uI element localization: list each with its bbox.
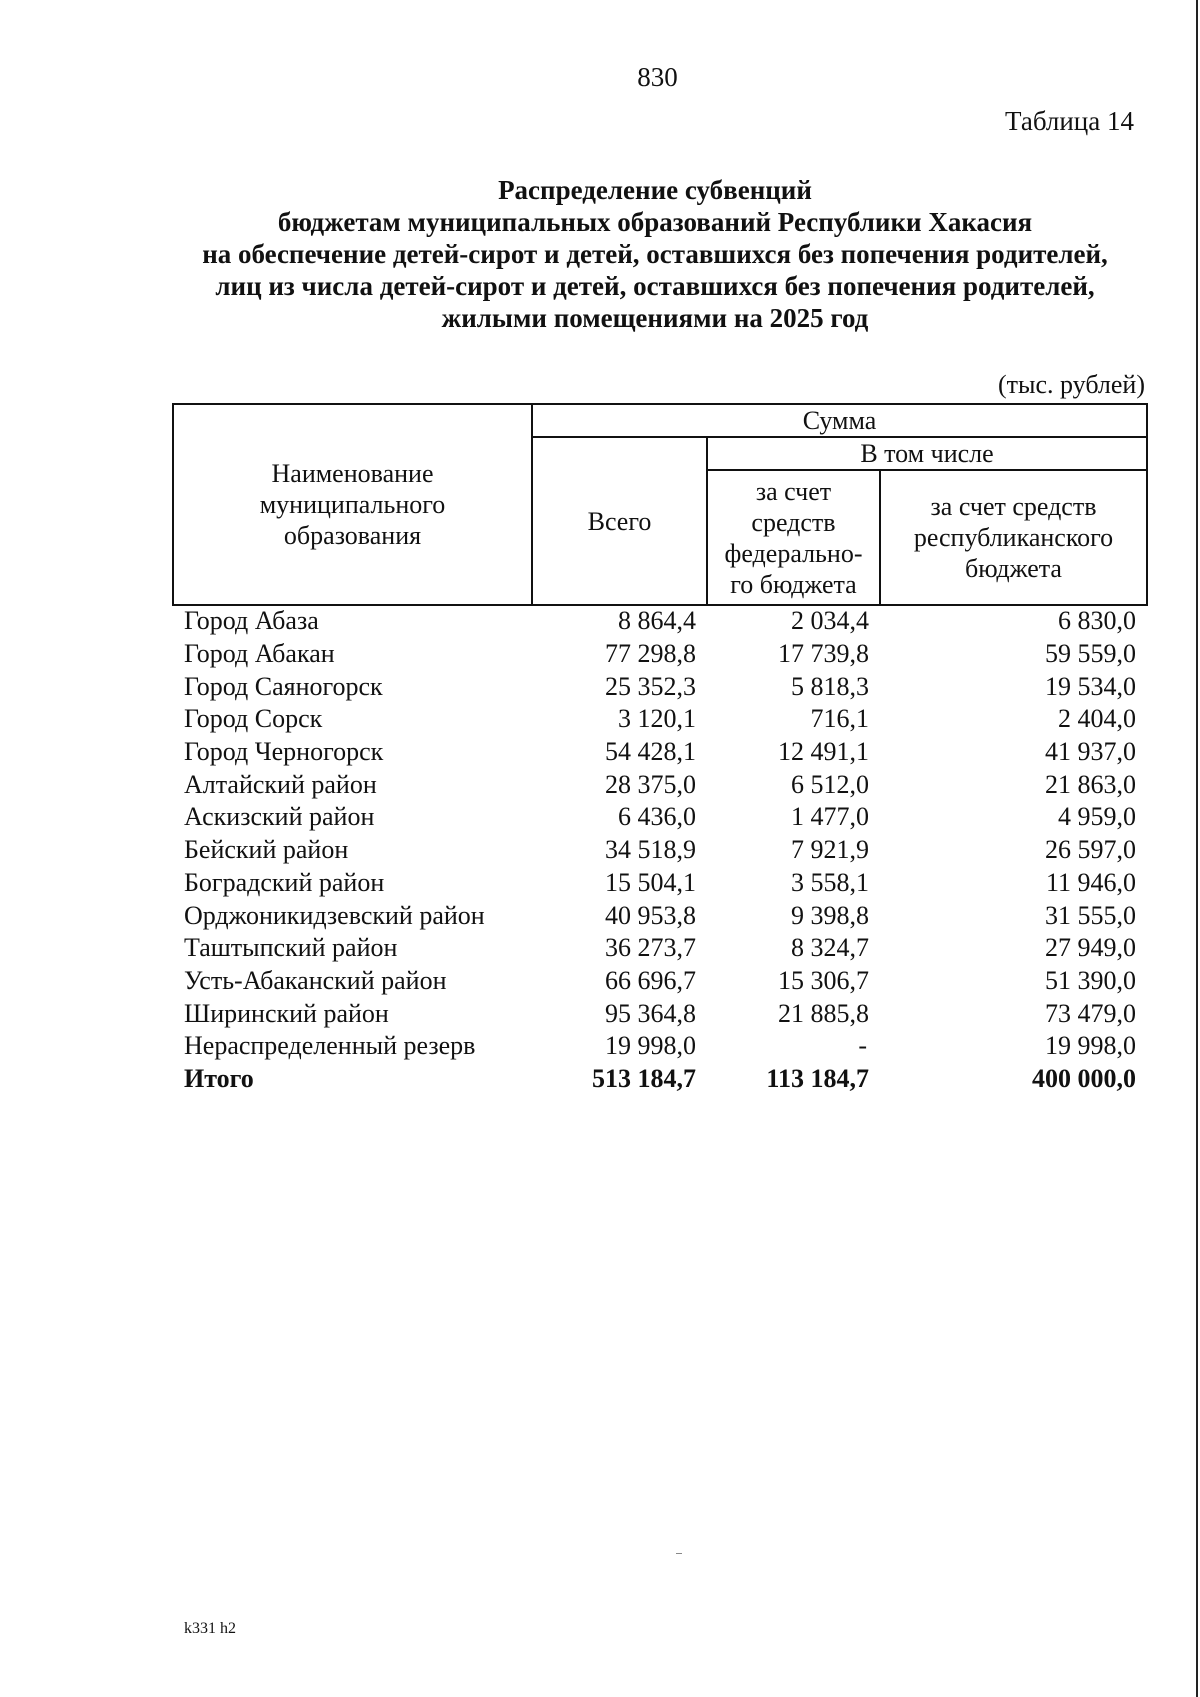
row-name: Город Абакан [184,639,335,669]
row-federal: 9 398,8 [791,900,869,930]
header-name-column: Наименование муниципального образования [173,404,532,605]
row-total: 40 953,8 [605,900,696,930]
table-label: Таблица 14 [1005,106,1134,136]
table-row [172,605,1146,638]
title-line: Распределение субвенций [498,175,812,205]
units-note: (тыс. рублей) [997,370,1145,399]
row-federal: 21 885,8 [778,998,869,1028]
row-total: 28 375,0 [605,769,696,799]
table-title [120,174,1190,334]
row-total: 66 696,7 [605,965,696,995]
row-total: 95 364,8 [605,998,696,1028]
row-name: Город Сорск [184,704,323,734]
row-republic: 27 949,0 [1045,933,1136,963]
row-name: Орджоникидзевский район [184,900,485,930]
total-row [172,1063,1146,1096]
table-header [172,403,1148,606]
row-federal: 12 491,1 [778,737,869,767]
title-line: лиц из числа детей-сирот и детей, оставшихся без попечения родителей, [215,271,1095,301]
row-federal: 7 921,9 [791,835,869,865]
row-republic: 19 998,0 [1045,1031,1136,1061]
row-total: 15 504,1 [605,867,696,897]
title-line: жилыми помещениями на 2025 год [441,303,869,333]
row-federal: 1 477,0 [791,802,869,832]
header-sum: Сумма [532,404,1147,437]
row-name: Бейский район [184,835,349,865]
row-republic: 41 937,0 [1045,737,1136,767]
header-total: Всего [532,437,707,605]
row-republic: 26 597,0 [1045,835,1136,865]
table-row [172,638,1146,671]
row-federal: - [858,1031,867,1061]
row-name: Город Черногорск [184,737,384,767]
table-row [172,899,1146,932]
row-total: 6 436,0 [618,802,696,832]
row-total: 19 998,0 [605,1031,696,1061]
row-total: 3 120,1 [618,704,696,734]
row-republic: 19 534,0 [1045,671,1136,701]
row-federal: 5 818,3 [791,671,869,701]
data-table [172,605,1146,1095]
row-total: 54 428,1 [605,737,696,767]
page-number: 830 [637,62,678,92]
table-row [172,834,1146,867]
table-row [172,1030,1146,1063]
total-republic: 400 000,0 [1032,1063,1136,1093]
table-row [172,801,1146,834]
total-federal: 113 184,7 [766,1063,869,1093]
table-row [172,703,1146,736]
row-republic: 21 863,0 [1045,769,1136,799]
row-federal: 6 512,0 [791,769,869,799]
title-line: на обеспечение детей-сирот и детей, оставшихся без попечения родителей, [202,239,1108,269]
page-edge-line [1196,0,1198,1697]
row-republic: 73 479,0 [1045,998,1136,1028]
table-row [172,867,1146,900]
row-name: Город Саяногорск [184,671,383,701]
header-including: В том числе [707,437,1147,470]
row-name: Город Абаза [184,606,319,636]
scan-speck [676,1553,682,1554]
row-name: Ширинский район [184,998,389,1028]
row-total: 36 273,7 [605,933,696,963]
row-name: Нераспределенный резерв [184,1031,476,1061]
title-line: бюджетам муниципальных образований Республики Хакасия [277,207,1033,237]
row-federal: 3 558,1 [791,867,869,897]
table-row [172,768,1146,801]
row-republic: 6 830,0 [1058,606,1136,636]
row-republic: 11 946,0 [1045,867,1136,897]
total-total: 513 184,7 [592,1063,696,1093]
table-row [172,670,1146,703]
row-name: Боградский район [184,867,385,897]
header-republic: за счет средств республиканского бюджета [880,470,1147,605]
table-row [172,997,1146,1030]
row-republic: 4 959,0 [1058,802,1136,832]
row-federal: 17 739,8 [778,639,869,669]
row-total: 77 298,8 [605,639,696,669]
row-republic: 51 390,0 [1045,965,1136,995]
row-republic: 2 404,0 [1058,704,1136,734]
table-row [172,932,1146,965]
row-total: 25 352,3 [605,671,696,701]
row-republic: 31 555,0 [1045,900,1136,930]
row-federal: 716,1 [810,704,869,734]
row-total: 34 518,9 [605,835,696,865]
row-name: Аскизский район [184,802,375,832]
row-name: Алтайский район [184,769,377,799]
total-name: Итого [184,1063,254,1093]
table-row [172,965,1146,998]
row-name: Усть-Абаканский район [184,965,447,995]
row-total: 8 864,4 [618,606,696,636]
row-name: Таштыпский район [184,933,398,963]
header-federal: за счет средств федерально- го бюджета [707,470,880,605]
footer-code: k331 h2 [184,1620,236,1637]
row-republic: 59 559,0 [1045,639,1136,669]
row-federal: 15 306,7 [778,965,869,995]
row-federal: 8 324,7 [791,933,869,963]
row-federal: 2 034,4 [791,606,869,636]
table-row [172,736,1146,769]
